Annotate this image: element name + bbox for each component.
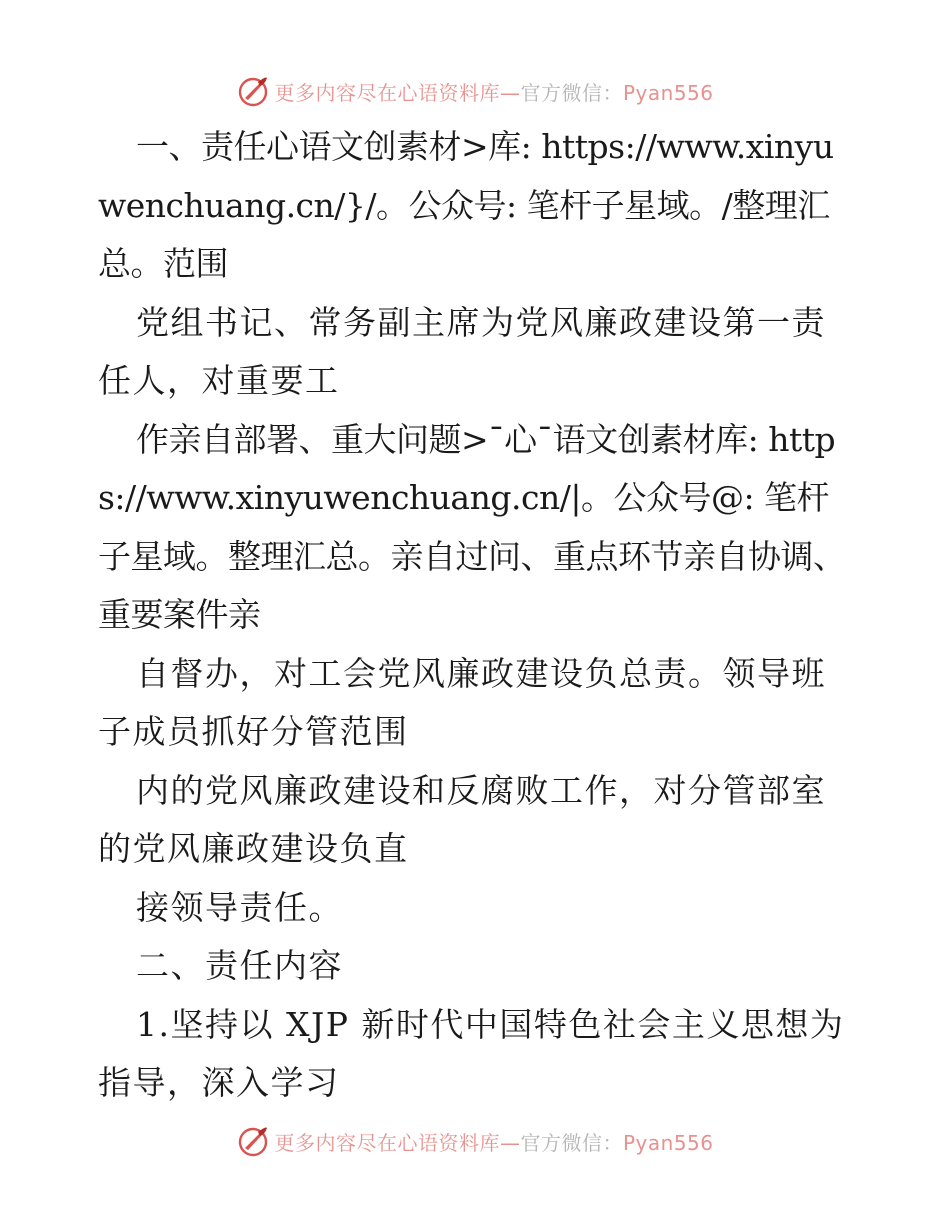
header-watermark-banner	[0, 69, 950, 113]
watermark-text	[274, 1127, 713, 1156]
watermark-wechat-label: 官方微信：	[520, 1130, 623, 1155]
document-body	[98, 118, 858, 1113]
watermark-site-text: 更多内容尽在心语资料库—	[274, 1130, 521, 1155]
watermark-wechat-account: Pyan556	[622, 1130, 714, 1155]
watermark-wechat-account: Pyan556	[622, 80, 714, 105]
paragraph-direct-leadership: 接领导责任。	[136, 887, 343, 927]
paragraph-anti-corruption-work: 内的党风廉政建设和反腐败工作，对分管部室的党风廉政建设负直	[98, 770, 826, 868]
quill-logo-icon	[236, 1124, 270, 1158]
watermark-text	[274, 77, 713, 106]
watermark-site-text: 更多内容尽在心语资料库—	[274, 80, 521, 105]
watermark-wechat-label: 官方微信：	[520, 80, 623, 105]
quill-logo-icon	[236, 74, 270, 108]
paragraph-item-1: 1.坚持以 XJP 新时代中国特色社会主义思想为指导，深入学习	[98, 1004, 845, 1102]
section-heading-responsibility-content: 二、责任内容	[136, 946, 343, 985]
paragraph-personal-deployment: 作亲自部署、重大问题>¯心¯语文创素材库: https://www.xinyuwenchuang.cn/|。公众号@: 笔杆子星域。整理汇总。亲自过问、重点环节亲自协调、重要案件亲	[98, 419, 846, 634]
paragraph-first-responsible: 党组书记、常务副主席为党风廉政建设第一责任人，对重要工	[98, 302, 826, 400]
footer-watermark-banner	[0, 1119, 950, 1163]
paragraph-overall-responsibility: 自督办，对工会党风廉政建设负总责。领导班子成员抓好分管范围	[98, 653, 826, 751]
paragraph-scope-heading: 一、责任心语文创素材>库: https://www.xinyuwenchuang.cn/}/。公众号: 笔杆子星域。/整理汇总。范围	[98, 127, 834, 283]
